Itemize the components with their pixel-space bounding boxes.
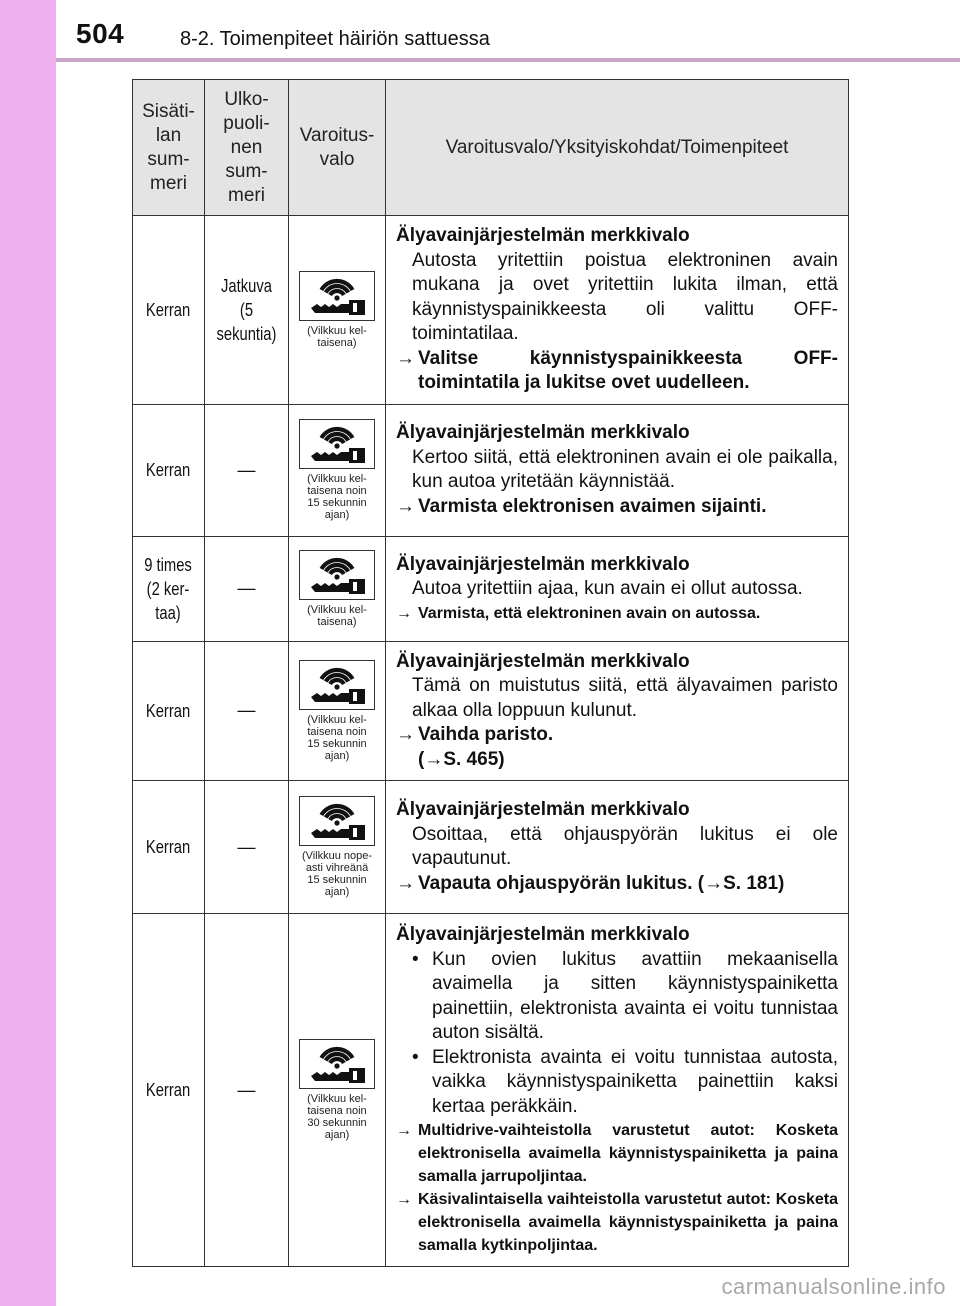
- exterior-count: —: [205, 914, 289, 1267]
- header-exterior-buzzer: Ulko- puoli- nen sum- meri: [205, 80, 289, 216]
- row-action: → Valitse käynnistyspainikkeesta OFF-toimintatila ja lukitse ovet uudelleen.: [396, 347, 838, 396]
- bullet-item: • Elektronista avainta ei voitu tunnistaa autosta, vaikka käynnistyspainiketta painettiin kaksi kertaa peräkkäin.: [396, 1046, 838, 1120]
- table-row: [133, 914, 849, 1267]
- row-action: → Vaihda paristo. (→S. 465): [396, 723, 838, 772]
- interior-count: Kerran: [133, 641, 205, 781]
- details-cell: [386, 404, 849, 536]
- arrow-icon: →: [396, 1122, 412, 1139]
- table-row: [133, 781, 849, 914]
- bullet-icon: •: [412, 948, 419, 970]
- arrow-icon: →: [396, 347, 415, 369]
- watermark: carmanualsonline.info: [721, 1274, 946, 1299]
- exterior-count: —: [205, 404, 289, 536]
- details-cell: [386, 641, 849, 781]
- row-action: → Käsivalintaisella vaihteistolla varustetut autot: Kosketa elektronisella avaimella käynnistyspainiketta ja paina samalla kytkinpoljintaa.: [396, 1188, 838, 1257]
- row-body: Autoa yritettiin ajaa, kun avain ei ollut autossa.: [412, 578, 803, 599]
- interior-count: 9 times (2 ker- taa): [133, 536, 205, 641]
- exterior-count: Jatkuva (5 sekuntia): [205, 216, 289, 405]
- smart-key-indicator-icon: [299, 550, 375, 600]
- row-title: Älyavainjärjestelmän merkkivalo: [396, 924, 690, 945]
- bullet-item: • Kun ovien lukitus avattiin mekaanisella avaimella ja sitten käynnistyspainiketta painettiin, elektronista avainta ei voitu tunnistaa auton sisältä.: [396, 948, 838, 1046]
- interior-count: Kerran: [133, 216, 205, 405]
- table-header-row: [133, 80, 849, 216]
- bullet-icon: •: [412, 1046, 419, 1068]
- table-row: [133, 404, 849, 536]
- row-title: Älyavainjärjestelmän merkkivalo: [396, 799, 690, 820]
- interior-count: Kerran: [133, 404, 205, 536]
- header-details: Varoitusvalo/Yksityiskohdat/Toimenpiteet: [386, 80, 849, 216]
- interior-count: Kerran: [133, 781, 205, 914]
- warning-light-cell: [289, 216, 386, 405]
- warning-light-cell: [289, 781, 386, 914]
- row-title: Älyavainjärjestelmän merkkivalo: [396, 650, 690, 672]
- arrow-icon: →: [396, 872, 415, 894]
- row-title: Älyavainjärjestelmän merkkivalo: [396, 225, 690, 246]
- header-interior-buzzer: Sisäti- lan sum- meri: [133, 80, 205, 216]
- smart-key-indicator-icon: [299, 660, 375, 710]
- light-caption: (Vilkkuu kel- taisena noin 15 sekunnin ajan): [307, 473, 367, 521]
- section-title: 8-2. Toimenpiteet häiriön sattuessa: [180, 28, 490, 50]
- interior-count: Kerran: [133, 914, 205, 1267]
- exterior-count: —: [205, 781, 289, 914]
- details-cell: [386, 216, 849, 405]
- smart-key-indicator-icon: [299, 419, 375, 469]
- row-body: Autosta yritettiin poistua elektroninen avain mukana ja ovet yritettiin lukita ilman, että käynnistyspainikkeesta oli valittu OFF-toimintatilaa.: [412, 249, 838, 344]
- row-action: → Varmista, että elektroninen avain on autossa.: [396, 602, 838, 625]
- smart-key-indicator-icon: [299, 271, 375, 321]
- table-row: [133, 641, 849, 781]
- arrow-icon: →: [396, 604, 412, 622]
- arrow-icon: →: [396, 724, 415, 745]
- row-action: → Multidrive-vaihteistolla varustetut autot: Kosketa elektronisella avaimella käynnistyspainiketta ja paina samalla jarrupoljintaa.: [396, 1119, 838, 1188]
- header-rule: [56, 58, 960, 62]
- warning-table: [132, 79, 848, 1267]
- details-cell: [386, 914, 849, 1267]
- arrow-icon: →: [396, 495, 415, 517]
- side-tab: [0, 0, 56, 1306]
- warning-light-cell: [289, 536, 386, 641]
- warning-light-cell: [289, 404, 386, 536]
- smart-key-indicator-icon: [299, 796, 375, 846]
- warning-light-cell: [289, 914, 386, 1267]
- details-cell: [386, 781, 849, 914]
- details-cell: [386, 536, 849, 641]
- smart-key-indicator-icon: [299, 1039, 375, 1089]
- exterior-count: —: [205, 641, 289, 781]
- arrow-icon: →: [396, 1191, 412, 1208]
- row-title: Älyavainjärjestelmän merkkivalo: [396, 553, 690, 575]
- table-row: [133, 216, 849, 405]
- row-action: → Vapauta ohjauspyörän lukitus. (→S. 181): [396, 872, 838, 897]
- header-warning-light: Varoitus- valo: [289, 80, 386, 216]
- row-body: Osoittaa, että ohjauspyörän lukitus ei ole vapautunut.: [412, 823, 838, 869]
- light-caption: (Vilkkuu kel- taisena noin 30 sekunnin ajan): [307, 1093, 367, 1141]
- table-row: [133, 536, 849, 641]
- light-caption: (Vilkkuu kel- taisena noin 15 sekunnin ajan): [307, 713, 367, 762]
- exterior-count: —: [205, 536, 289, 641]
- page-number: 504: [76, 18, 125, 49]
- row-title: Älyavainjärjestelmän merkkivalo: [396, 422, 690, 443]
- warning-light-cell: [289, 641, 386, 781]
- light-caption: (Vilkkuu kel- taisena): [307, 603, 367, 628]
- row-action: → Varmista elektronisen avaimen sijainti.: [396, 495, 838, 520]
- page-reference: (→S. 465): [418, 748, 505, 770]
- row-body: Tämä on muistutus siitä, että älyavaimen paristo alkaa olla loppuun kulunut.: [412, 675, 838, 721]
- light-caption: (Vilkkuu kel- taisena): [307, 324, 367, 349]
- light-caption: (Vilkkuu nope- asti vihreänä 15 sekunnin ajan): [301, 850, 373, 898]
- row-body: Kertoo siitä, että elektroninen avain ei ole paikalla, kun autoa yritetään käynnistää.: [412, 446, 838, 492]
